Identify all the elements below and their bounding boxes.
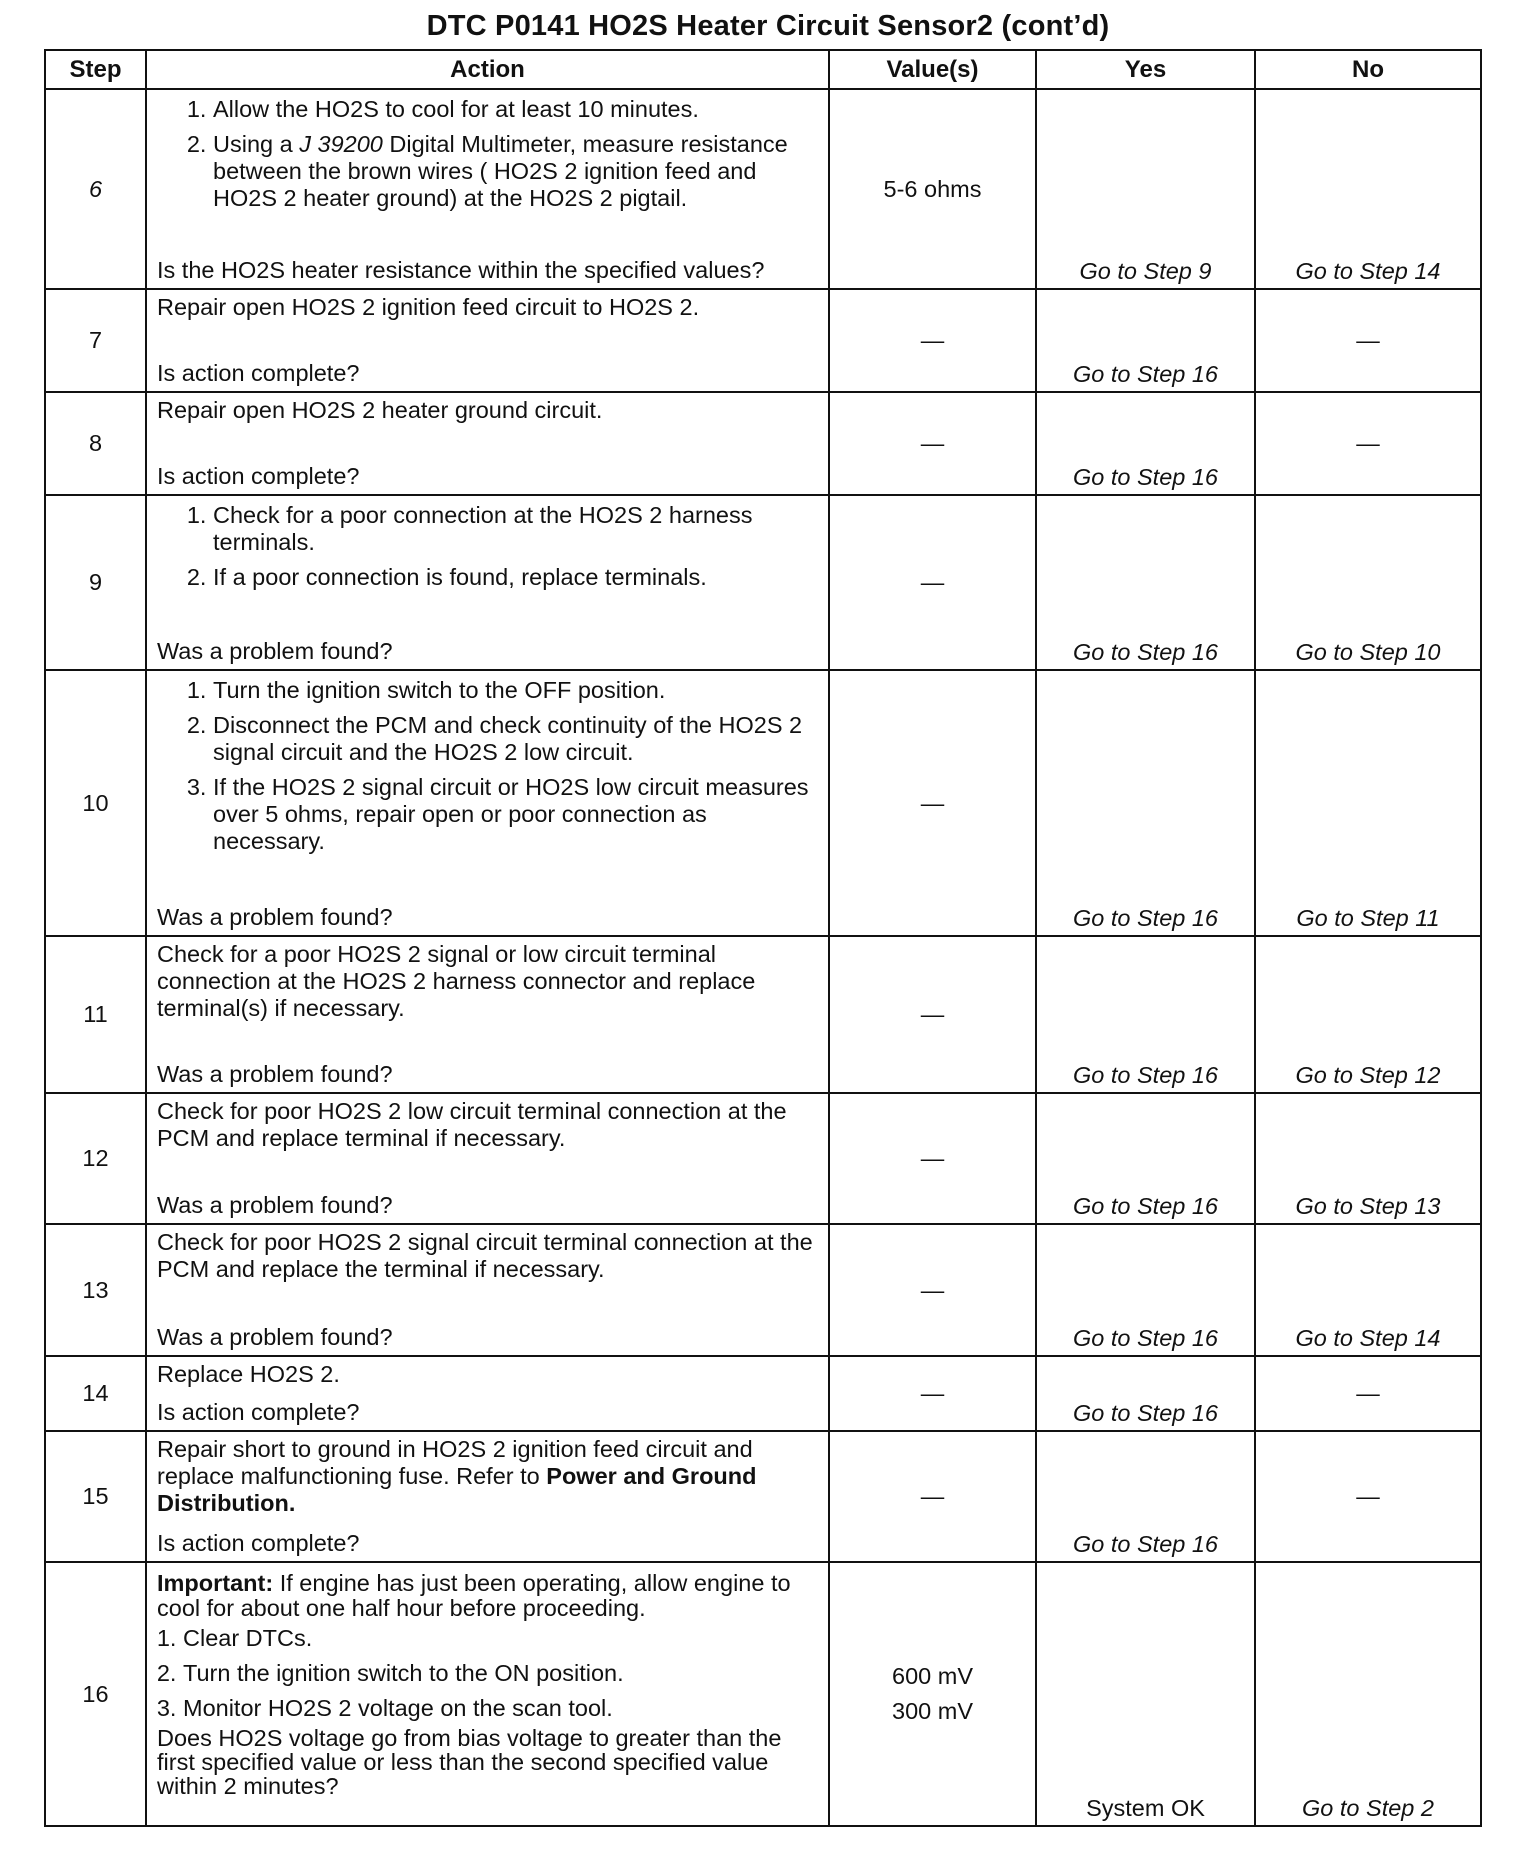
action-cell xyxy=(146,1093,829,1224)
action-cell xyxy=(146,1562,829,1826)
no-cell xyxy=(1255,670,1481,936)
action-text: Repair open HO2S 2 ignition feed circuit to HO2S 2. xyxy=(157,294,700,320)
yes-cell xyxy=(1036,89,1255,289)
action-question: Was a problem found? xyxy=(157,1061,393,1087)
no-goto: Go to Step 14 xyxy=(1295,258,1441,284)
table-row xyxy=(45,289,1481,392)
no-cell xyxy=(1255,495,1481,670)
action-question: Was a problem found? xyxy=(157,1192,393,1218)
action-question: Is action complete? xyxy=(157,360,360,386)
table-row xyxy=(45,89,1481,289)
action-question: Was a problem found? xyxy=(157,1324,393,1350)
action-question: Was a problem found? xyxy=(157,904,393,930)
action-text: Repair open HO2S 2 heater ground circuit. xyxy=(157,397,603,423)
column-header-step: Step xyxy=(45,50,146,89)
action-question: Is action complete? xyxy=(157,1530,360,1556)
action-question: Is the HO2S heater resistance within the specified values? xyxy=(157,257,765,283)
step-number: 11 xyxy=(45,936,146,1093)
action-item: 1. Check for a poor connection at the HO2S 2 harness terminals. xyxy=(213,502,818,556)
value-line: 300 mV xyxy=(892,1698,973,1724)
no-cell xyxy=(1255,936,1481,1093)
action-item: 1. Allow the HO2S to cool for at least 10 minutes. xyxy=(213,96,818,123)
step-number: 6 xyxy=(45,89,146,289)
yes-goto: Go to Step 16 xyxy=(1072,1400,1219,1426)
action-cell xyxy=(146,1356,829,1431)
action-item: 3. Monitor HO2S 2 voltage on the scan tool. xyxy=(183,1695,818,1722)
step-number: 16 xyxy=(45,1562,146,1826)
yes-cell xyxy=(1036,1431,1255,1562)
step-number: 15 xyxy=(45,1431,146,1562)
value-line: 600 mV xyxy=(892,1663,973,1689)
value-cell: — xyxy=(829,1356,1036,1431)
table-row xyxy=(45,1224,1481,1356)
yes-cell xyxy=(1036,495,1255,670)
step-number: 12 xyxy=(45,1093,146,1224)
step-number: 13 xyxy=(45,1224,146,1356)
no-cell xyxy=(1255,1562,1481,1826)
yes-result: System OK xyxy=(1086,1795,1205,1821)
page-title: DTC P0141 HO2S Heater Circuit Sensor2 (cont’d) xyxy=(426,10,1110,42)
yes-goto: Go to Step 9 xyxy=(1079,258,1212,284)
table-header-row xyxy=(45,50,1481,89)
no-goto: Go to Step 13 xyxy=(1295,1193,1441,1219)
table-row xyxy=(45,936,1481,1093)
action-text: Repair short to ground in HO2S 2 ignition feed circuit and replace malfunctioning fuse. Refer to Power and Ground Distribution. xyxy=(157,1436,757,1516)
no-cell xyxy=(1255,1093,1481,1224)
action-cell xyxy=(146,1431,829,1562)
table-row xyxy=(45,1093,1481,1224)
action-item: 1. Turn the ignition switch to the OFF position. xyxy=(213,677,818,704)
action-text: Replace HO2S 2. xyxy=(157,1361,340,1387)
table-row xyxy=(45,495,1481,670)
yes-goto: Go to Step 16 xyxy=(1072,905,1219,931)
no-cell xyxy=(1255,89,1481,289)
diagnostic-table xyxy=(44,49,1482,1827)
yes-cell xyxy=(1036,1562,1255,1826)
no-goto: Go to Step 2 xyxy=(1302,1795,1434,1821)
no-cell: — xyxy=(1255,1356,1481,1431)
step-number: 10 xyxy=(45,670,146,936)
step-number: 9 xyxy=(45,495,146,670)
value-cell: — xyxy=(829,1093,1036,1224)
yes-cell xyxy=(1036,392,1255,495)
no-cell: — xyxy=(1255,289,1481,392)
value-cell: — xyxy=(829,670,1036,936)
yes-goto: Go to Step 16 xyxy=(1072,1193,1219,1219)
action-item: 2. If a poor connection is found, replace terminals. xyxy=(213,564,818,591)
yes-goto: Go to Step 16 xyxy=(1072,1325,1219,1351)
action-cell xyxy=(146,670,829,936)
yes-goto: Go to Step 16 xyxy=(1072,361,1219,387)
action-text: Check for poor HO2S 2 signal circuit terminal connection at the PCM and replace the terminal if necessary. xyxy=(157,1229,813,1282)
yes-cell xyxy=(1036,1093,1255,1224)
action-cell xyxy=(146,936,829,1093)
action-cell xyxy=(146,495,829,670)
value-cell: — xyxy=(829,1224,1036,1356)
value-cell: — xyxy=(829,1431,1036,1562)
column-header-yes: Yes xyxy=(1036,50,1255,89)
value-cell: — xyxy=(829,936,1036,1093)
table-row xyxy=(45,392,1481,495)
value-cell xyxy=(829,1562,1036,1826)
step-number: 14 xyxy=(45,1356,146,1431)
step-number: 7 xyxy=(45,289,146,392)
yes-cell xyxy=(1036,936,1255,1093)
no-goto: Go to Step 14 xyxy=(1295,1325,1441,1351)
yes-goto: Go to Step 16 xyxy=(1072,464,1219,490)
column-header-action: Action xyxy=(146,50,829,89)
tool-reference: J 39200 xyxy=(299,131,383,157)
no-goto: Go to Step 11 xyxy=(1296,905,1440,931)
action-item: 2. Turn the ignition switch to the ON position. xyxy=(183,1660,818,1687)
no-cell xyxy=(1255,1224,1481,1356)
action-text: Check for poor HO2S 2 low circuit terminal connection at the PCM and replace terminal if necessary. xyxy=(157,1098,787,1151)
action-item: 2. Using a J 39200 Digital Multimeter, measure resistance between the brown wires ( HO2S 2 ignition feed and HO2S 2 heater ground) at the HO2S 2 pigtail. xyxy=(213,131,818,212)
action-question: Was a problem found? xyxy=(157,638,393,664)
table-row xyxy=(45,1431,1481,1562)
action-question: Does HO2S voltage go from bias voltage to greater than the first specified value or less than the second specified value within 2 minutes? xyxy=(157,1725,782,1799)
column-header-no: No xyxy=(1255,50,1481,89)
yes-goto: Go to Step 16 xyxy=(1072,1531,1219,1557)
column-header-values: Value(s) xyxy=(829,50,1036,89)
no-cell: — xyxy=(1255,392,1481,495)
no-cell: — xyxy=(1255,1431,1481,1562)
action-cell xyxy=(146,392,829,495)
value-cell: 5-6 ohms xyxy=(829,89,1036,289)
value-cell: — xyxy=(829,495,1036,670)
important-note: Important: If engine has just been operating, allow engine to cool for about one half hour before proceeding. xyxy=(157,1570,791,1621)
action-cell xyxy=(146,289,829,392)
yes-cell xyxy=(1036,670,1255,936)
action-item: 3. If the HO2S 2 signal circuit or HO2S low circuit measures over 5 ohms, repair open or poor connection as necessary. xyxy=(213,774,818,855)
table-row xyxy=(45,1562,1481,1826)
action-question: Is action complete? xyxy=(157,463,360,489)
reference-link[interactable]: Power and Ground Distribution. xyxy=(157,1463,757,1516)
table-row xyxy=(45,1356,1481,1431)
action-item: 1. Clear DTCs. xyxy=(183,1625,818,1652)
yes-cell xyxy=(1036,289,1255,392)
action-cell xyxy=(146,89,829,289)
table-row xyxy=(45,670,1481,936)
yes-cell xyxy=(1036,1356,1255,1431)
yes-goto: Go to Step 16 xyxy=(1072,639,1219,665)
step-number: 8 xyxy=(45,392,146,495)
yes-goto: Go to Step 16 xyxy=(1072,1062,1219,1088)
no-goto: Go to Step 10 xyxy=(1295,639,1441,665)
no-goto: Go to Step 12 xyxy=(1295,1062,1441,1088)
action-question: Is action complete? xyxy=(157,1399,360,1425)
action-text: Check for a poor HO2S 2 signal or low circuit terminal connection at the HO2S 2 harness connector and replace terminal(s) if necessary. xyxy=(157,941,756,1021)
value-cell: — xyxy=(829,392,1036,495)
action-cell xyxy=(146,1224,829,1356)
value-cell: — xyxy=(829,289,1036,392)
action-item: 2. Disconnect the PCM and check continuity of the HO2S 2 signal circuit and the HO2S 2 low circuit. xyxy=(213,712,818,766)
yes-cell xyxy=(1036,1224,1255,1356)
